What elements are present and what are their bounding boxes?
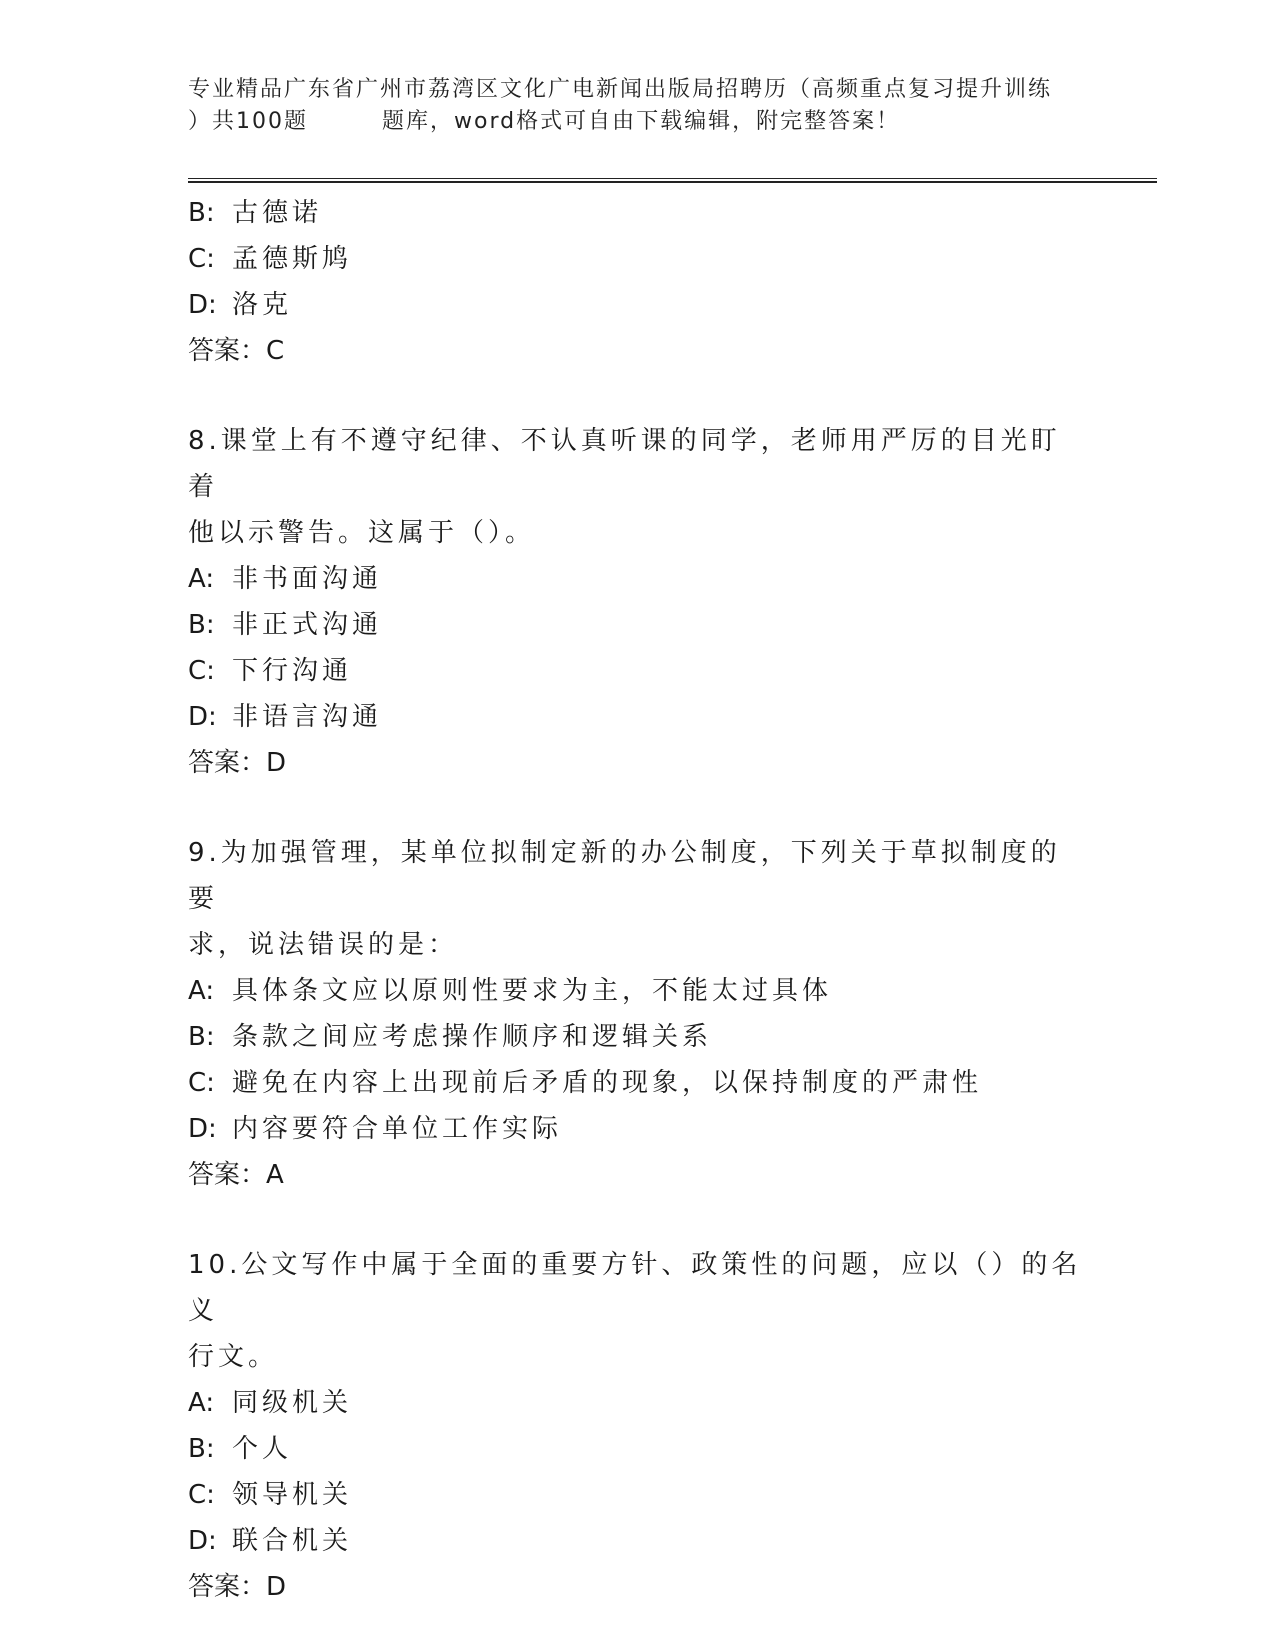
question-7-option-d bbox=[188, 282, 1088, 328]
option-text: 同级机关 bbox=[232, 1388, 353, 1418]
option-key: D: bbox=[188, 290, 217, 320]
question-10-option-c bbox=[188, 1472, 1088, 1518]
header-title-line-2-part-a: ）共100题 bbox=[188, 109, 308, 134]
option-key: B: bbox=[188, 1022, 215, 1052]
header-divider bbox=[188, 178, 1157, 183]
option-key: A: bbox=[188, 976, 215, 1006]
header-title-line-2 bbox=[188, 106, 1108, 138]
question-8-stem bbox=[188, 418, 1088, 556]
question-10-option-d bbox=[188, 1518, 1088, 1564]
question-10-stem-line-1: 10.公文写作中属于全面的重要方针、政策性的问题，应以（）的名义 bbox=[188, 1250, 1082, 1326]
option-text: 个人 bbox=[232, 1434, 293, 1464]
question-7-answer bbox=[188, 328, 1088, 374]
answer-value: D bbox=[266, 1572, 287, 1602]
option-key: D: bbox=[188, 1526, 217, 1556]
option-text: 条款之间应考虑操作顺序和逻辑关系 bbox=[232, 1022, 713, 1052]
question-8-option-a bbox=[188, 556, 1088, 602]
question-10-stem-line-2: 行文。 bbox=[188, 1342, 279, 1372]
question-9-option-a bbox=[188, 968, 1088, 1014]
option-key: C: bbox=[188, 1068, 215, 1098]
question-9 bbox=[188, 830, 1088, 1198]
option-key: B: bbox=[188, 610, 215, 640]
option-key: D: bbox=[188, 702, 217, 732]
question-8-answer bbox=[188, 740, 1088, 786]
question-10-option-a bbox=[188, 1380, 1088, 1426]
question-8-stem-line-1: 8.课堂上有不遵守纪律、不认真听课的同学，老师用严厉的目光盯着 bbox=[188, 426, 1061, 502]
question-9-stem-line-1: 9.为加强管理，某单位拟制定新的办公制度，下列关于草拟制度的要 bbox=[188, 838, 1061, 914]
option-text: 具体条文应以原则性要求为主，不能太过具体 bbox=[232, 976, 833, 1006]
answer-value: C bbox=[266, 336, 285, 366]
option-text: 非书面沟通 bbox=[232, 564, 383, 594]
question-7-option-b bbox=[188, 190, 1088, 236]
option-text: 避免在内容上出现前后矛盾的现象，以保持制度的严肃性 bbox=[232, 1068, 983, 1098]
question-8-option-c bbox=[188, 648, 1088, 694]
question-8-option-b bbox=[188, 602, 1088, 648]
question-9-answer bbox=[188, 1152, 1088, 1198]
question-8 bbox=[188, 418, 1088, 786]
answer-label: 答案： bbox=[188, 1160, 267, 1190]
option-text: 下行沟通 bbox=[232, 656, 353, 686]
question-10-stem bbox=[188, 1242, 1088, 1380]
option-text: 领导机关 bbox=[232, 1480, 353, 1510]
answer-value: D bbox=[266, 748, 287, 778]
question-10 bbox=[188, 1242, 1088, 1610]
header-title-line-1: 专业精品广东省广州市荔湾区文化广电新闻出版局招聘历（高频重点复习提升训练 bbox=[188, 77, 1053, 102]
question-9-option-b bbox=[188, 1014, 1088, 1060]
question-7-option-c bbox=[188, 236, 1088, 282]
option-key: B: bbox=[188, 1434, 215, 1464]
option-text: 孟德斯鸠 bbox=[232, 244, 353, 274]
question-7 bbox=[188, 190, 1088, 374]
question-8-stem-line-2: 他以示警告。这属于（）。 bbox=[188, 518, 536, 548]
option-key: C: bbox=[188, 1480, 215, 1510]
question-10-answer bbox=[188, 1564, 1088, 1610]
question-10-option-b bbox=[188, 1426, 1088, 1472]
header-title-line-2-part-b: 题库，word格式可自由下载编辑，附完整答案！ bbox=[382, 109, 901, 134]
option-text: 洛克 bbox=[232, 290, 293, 320]
option-text: 联合机关 bbox=[232, 1526, 353, 1556]
option-key: A: bbox=[188, 564, 215, 594]
answer-label: 答案： bbox=[188, 748, 267, 778]
option-key: C: bbox=[188, 244, 215, 274]
question-9-stem bbox=[188, 830, 1088, 968]
question-9-option-c bbox=[188, 1060, 1088, 1106]
option-key: B: bbox=[188, 198, 215, 228]
question-list bbox=[188, 190, 1088, 1610]
option-key: A: bbox=[188, 1388, 215, 1418]
option-text: 非语言沟通 bbox=[232, 702, 383, 732]
question-8-option-d bbox=[188, 694, 1088, 740]
document-header bbox=[188, 74, 1108, 138]
answer-label: 答案： bbox=[188, 336, 267, 366]
question-9-option-d bbox=[188, 1106, 1088, 1152]
option-text: 古德诺 bbox=[232, 198, 323, 228]
option-text: 非正式沟通 bbox=[232, 610, 383, 640]
answer-value: A bbox=[266, 1160, 284, 1190]
question-9-stem-line-2: 求，说法错误的是： bbox=[188, 930, 459, 960]
option-text: 内容要符合单位工作实际 bbox=[232, 1114, 563, 1144]
option-key: C: bbox=[188, 656, 215, 686]
answer-label: 答案： bbox=[188, 1572, 267, 1602]
option-key: D: bbox=[188, 1114, 217, 1144]
